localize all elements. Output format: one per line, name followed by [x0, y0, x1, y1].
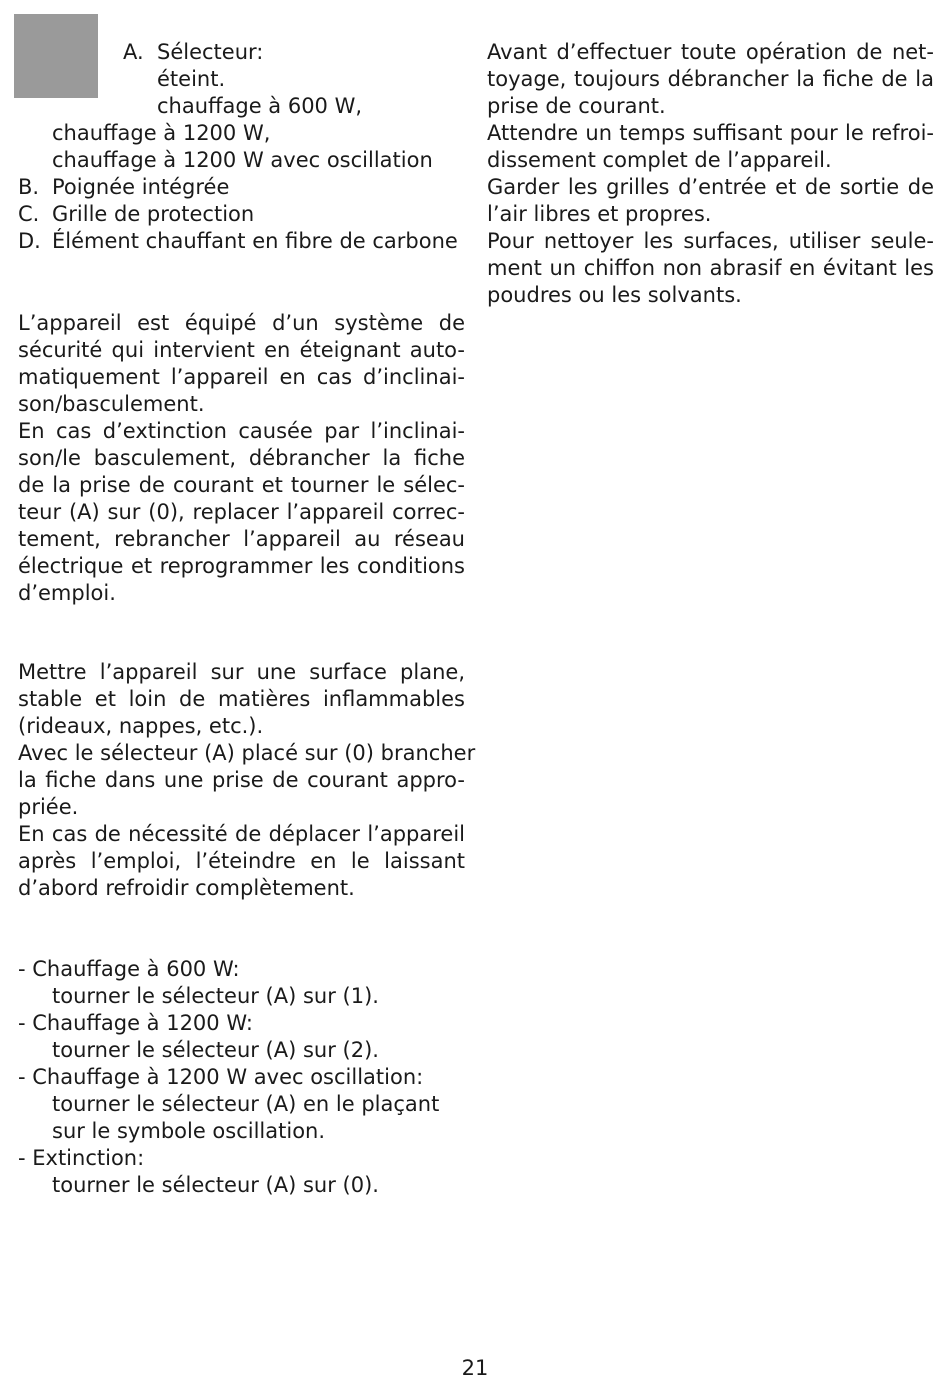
installation-line: après l’emploi, l’éteindre en le laissant — [18, 849, 465, 873]
usage-instruction: tourner le sélecteur (A) en le plaçant — [52, 1092, 440, 1116]
usage-mode: - Chauffage à 1200 W: — [18, 1011, 253, 1035]
installation-line: En cas de nécessité de déplacer l’appareil — [18, 822, 465, 846]
usage-list — [18, 956, 465, 1199]
part-d-label: D. — [18, 229, 41, 253]
usage-instruction: tourner le sélecteur (A) sur (0). — [52, 1173, 379, 1197]
part-a-option-1200-osc: chauffage à 1200 W avec oscillation — [52, 148, 433, 172]
usage-mode: - Chauffage à 600 W: — [18, 957, 240, 981]
parts-list — [18, 39, 465, 255]
usage-mode: - Extinction: — [18, 1146, 145, 1170]
installation-paragraph — [18, 659, 476, 902]
cleaning-line: Pour nettoyer les surfaces, utiliser seule- — [487, 229, 934, 253]
safety-line: de la prise de courant et tourner le sélec- — [18, 473, 465, 497]
cleaning-line: ment un chiffon non abrasif en évitant les — [487, 256, 934, 280]
cleaning-line: prise de courant. — [487, 94, 666, 118]
cleaning-line: dissement complet de l’appareil. — [487, 148, 832, 172]
part-a-option-600: chauffage à 600 W, — [157, 94, 363, 118]
part-c-label: C. — [18, 202, 40, 226]
installation-line: d’abord refroidir complètement. — [18, 876, 355, 900]
cleaning-line: l’air libres et propres. — [487, 202, 712, 226]
cleaning-line: Attendre un temps suffisant pour le refroi- — [487, 121, 934, 145]
usage-instruction: sur le symbole oscillation. — [52, 1119, 326, 1143]
part-c-text: Grille de protection — [52, 202, 255, 226]
part-a-option-1200: chauffage à 1200 W, — [52, 121, 271, 145]
installation-line: Mettre l’appareil sur une surface plane, — [18, 660, 465, 684]
safety-line: L’appareil est équipé d’un système de — [18, 311, 465, 335]
safety-line: sécurité qui intervient en éteignant auto- — [18, 338, 465, 362]
part-c — [18, 201, 465, 228]
safety-line: En cas d’extinction causée par l’inclinai- — [18, 419, 465, 443]
usage-instruction: tourner le sélecteur (A) sur (1). — [52, 984, 379, 1008]
cleaning-paragraph — [487, 39, 934, 309]
installation-line: stable et loin de matières inflammables — [18, 687, 465, 711]
installation-line: (rideaux, nappes, etc.). — [18, 714, 264, 738]
part-a — [18, 39, 465, 66]
safety-line: matiquement l’appareil en cas d’inclinai- — [18, 365, 465, 389]
safety-line: teur (A) sur (0), replacer l’appareil correc- — [18, 500, 465, 524]
installation-line: priée. — [18, 795, 79, 819]
safety-line: tement, rebrancher l’appareil au réseau — [18, 527, 465, 551]
usage-mode: - Chauffage à 1200 W avec oscillation: — [18, 1065, 424, 1089]
part-b — [18, 174, 465, 201]
safety-line: d’emploi. — [18, 581, 116, 605]
cleaning-line: poudres ou les solvants. — [487, 283, 742, 307]
part-d-text: Élément chauffant en fibre de carbone — [52, 229, 458, 253]
safety-line: son/le basculement, débrancher la fiche — [18, 446, 465, 470]
page-number: 21 — [461, 1356, 489, 1380]
safety-line: son/basculement. — [18, 392, 205, 416]
part-b-text: Poignée intégrée — [52, 175, 230, 199]
cleaning-line: Avant d’effectuer toute opération de net- — [487, 40, 934, 64]
installation-line: la fiche dans une prise de courant appro- — [18, 768, 465, 792]
part-a-label: A. — [123, 40, 144, 64]
cleaning-line: toyage, toujours débrancher la fiche de la — [487, 67, 934, 91]
safety-paragraph — [18, 310, 465, 607]
part-b-label: B. — [18, 175, 40, 199]
part-a-option-off: éteint. — [157, 67, 226, 91]
part-d — [18, 228, 465, 255]
safety-line: électrique et reprogrammer les conditions — [18, 554, 465, 578]
usage-instruction: tourner le sélecteur (A) sur (2). — [52, 1038, 379, 1062]
installation-line: Avec le sélecteur (A) placé sur (0) brancher — [18, 741, 476, 765]
part-a-title: Sélecteur: — [157, 40, 264, 64]
cleaning-line: Garder les grilles d’entrée et de sortie de — [487, 175, 934, 199]
